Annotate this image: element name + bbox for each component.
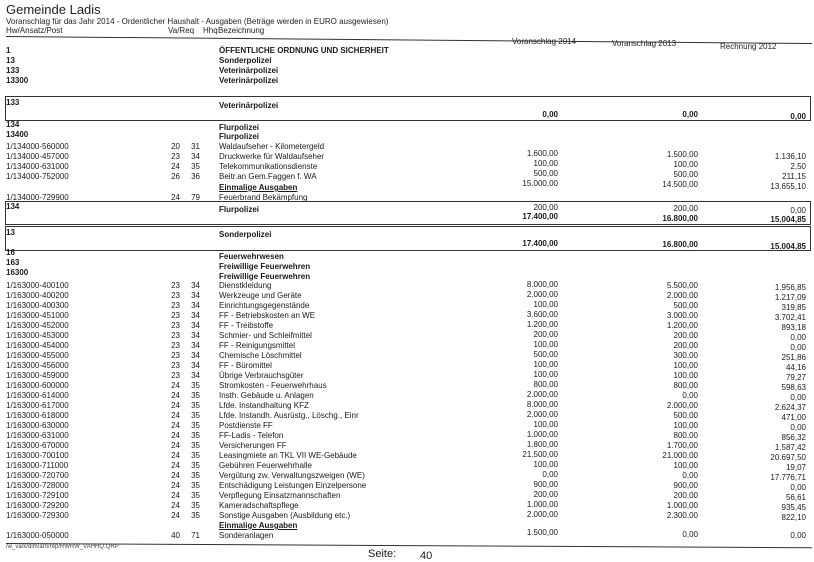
description-cell: Versicherungen FF	[219, 441, 287, 450]
table-row	[0, 461, 814, 471]
hhq-cell: 35	[191, 381, 200, 390]
actual-2012-cell: 0,00	[790, 423, 806, 432]
va-cell: 23	[171, 321, 180, 330]
va-cell: 24	[171, 441, 180, 450]
hhq-cell: 34	[191, 351, 200, 360]
table-row	[0, 441, 814, 451]
hhq-cell: 35	[191, 501, 200, 510]
budget-2014-cell: 8.000,00	[526, 400, 558, 409]
va-cell: 24	[171, 461, 180, 470]
actual-2012-cell: 1.217,09	[774, 293, 806, 302]
budget-2013-cell: 21.000,00	[662, 451, 698, 460]
actual-2012-cell: 471,00	[781, 413, 806, 422]
description-cell: FF - Treibstoffe	[219, 321, 274, 330]
budget-2014-cell: 500,00	[533, 350, 558, 359]
actual-2012-cell: 79,27	[785, 373, 806, 382]
budget-2013-cell: 2.300,00	[666, 511, 698, 520]
actual-2012-cell: 1.956,85	[774, 283, 806, 292]
budget-2014-cell: 2.000,00	[526, 510, 558, 519]
actual-2012-cell: 44,16	[785, 363, 806, 372]
actual-2012-cell: 19,07	[785, 463, 806, 472]
va-cell: 24	[171, 501, 180, 510]
budget-2013-cell: 0,00	[682, 391, 698, 400]
actual-2012-cell: 2.624,37	[774, 403, 806, 412]
subtotal-row-13: 13 Sonderpolizei	[6, 228, 272, 239]
table-row	[0, 451, 814, 461]
va-cell: 24	[171, 401, 180, 410]
account-cell: 1/163000-618000	[6, 411, 69, 420]
description-cell: Schmier- und Schleifmittel	[219, 331, 312, 340]
hhq-cell: 34	[191, 331, 200, 340]
va-cell: 24	[171, 481, 180, 490]
budget-2013-cell: 500,00	[673, 301, 698, 310]
table-row	[0, 501, 814, 511]
budget-2014-cell: 1.000,00	[526, 500, 558, 509]
budget-2014-cell: 1.800,00	[526, 440, 558, 449]
account-cell: 1/163000-455000	[6, 351, 69, 360]
actual-2012-cell: 251,86	[781, 353, 806, 362]
va-cell: 24	[171, 451, 180, 460]
hhq-cell: 35	[191, 411, 200, 420]
once-label-row: Einmalige Ausgaben	[219, 521, 298, 530]
col-header-description: Bezeichnung	[218, 26, 265, 35]
actual-2012-cell: 56,61	[785, 493, 806, 502]
account-cell: 1/163000-459000	[6, 371, 69, 380]
va-cell: 24	[171, 471, 180, 480]
account-cell: 1/163000-400200	[6, 291, 69, 300]
hhq-cell: 35	[191, 441, 200, 450]
table-row	[0, 381, 814, 391]
table-row	[0, 291, 814, 301]
description-cell: FF - Reinigungsmittel	[219, 341, 296, 350]
table-row: 1/134000-729900 24 79 Feuerbrand Bekämpfung 200,00 200,00 0,00	[6, 193, 806, 215]
table-row	[0, 421, 814, 431]
va-cell: 23	[171, 371, 180, 380]
budget-2013-cell: 200,00	[673, 331, 698, 340]
section-row: 13300 Veterinärpolizei	[6, 76, 279, 85]
actual-2012-cell: 0,00	[790, 393, 806, 402]
document-subtitle: Voranschlag für das Jahr 2014 - Ordentlicher Haushalt - Ausgaben (Beträge werden in EURO ausgewiesen)	[6, 17, 389, 26]
hhq-cell: 35	[191, 421, 200, 430]
hhq-cell: 34	[191, 301, 200, 310]
budget-2014-cell: 1.200,00	[526, 320, 558, 329]
va-cell: 24	[171, 511, 180, 520]
hhq-cell: 35	[191, 511, 200, 520]
actual-2012-cell: 856,32	[781, 433, 806, 442]
hhq-cell: 34	[191, 341, 200, 350]
budget-2013-cell: 800,00	[673, 431, 698, 440]
subtotal-row-134: 134 Flurpolizei	[6, 202, 259, 214]
budget-2013-cell: 800,00	[673, 381, 698, 390]
budget-2013-cell: 200,00	[673, 491, 698, 500]
hhq-cell: 35	[191, 401, 200, 410]
account-cell: 1/163000-453000	[6, 331, 69, 340]
section-row: 163 Freiwillige Feuerwehren	[6, 258, 311, 271]
header-rule	[6, 36, 812, 44]
description-cell: Gebühren Feuerwehrhalle	[219, 461, 312, 470]
description-cell: Werkzeuge und Geräte	[219, 291, 302, 300]
table-row	[0, 301, 814, 311]
budget-2014-cell: 200,00	[533, 330, 558, 339]
budget-2014-cell: 21.500,00	[522, 450, 558, 459]
table-row	[0, 321, 814, 331]
hhq-cell: 34	[191, 281, 200, 290]
hhq-cell: 35	[191, 451, 200, 460]
description-cell: FF - Betriebskosten an WE	[219, 311, 316, 320]
actual-2012-cell: 598,63	[781, 383, 806, 392]
budget-2014-cell: 1.000,00	[526, 430, 558, 439]
hhq-cell: 34	[191, 371, 200, 380]
budget-2013-cell: 2.000,00	[666, 401, 698, 410]
col-header-budget-2014: Voranschlag 2014	[512, 37, 577, 46]
account-cell: 1/163000-452000	[6, 321, 69, 330]
budget-2014-cell: 2.000,00	[526, 410, 558, 419]
table-row: 1/134000-457000 23 34 Druckwerke für Waldaufseher 100,00 100,00 2,50	[6, 152, 806, 171]
account-cell: 1/163000-617000	[6, 401, 69, 410]
description-cell: Verpflegung Einsatzmannschaften	[219, 491, 341, 500]
account-cell: 1/163000-700100	[6, 451, 69, 460]
account-cell: 1/163000-600000	[6, 381, 69, 390]
table-row	[0, 391, 814, 401]
section-row: 16300 Freiwillige Feuerwehren	[6, 268, 311, 281]
va-cell: 24	[171, 391, 180, 400]
table-row	[0, 281, 814, 291]
budget-2014-cell: 200,00	[533, 490, 558, 499]
section-row: 134 Flurpolizei	[6, 120, 259, 132]
table-row	[0, 331, 814, 341]
budget-2013-cell: 1.200,00	[666, 321, 698, 330]
subtotal-values-133: 0,00 0,00 0,00	[542, 110, 806, 121]
budget-2014-cell: 3.600,00	[526, 310, 558, 319]
footer-rule	[6, 543, 812, 548]
actual-2012-cell: 3.702,41	[774, 313, 806, 322]
description-cell: Leasingmiete an TKL VII WE-Gebäude	[219, 451, 357, 460]
va-cell: 24	[171, 431, 180, 440]
account-cell: 1/163000-614000	[6, 391, 69, 400]
description-cell: Lfde. Instandhaltung KFZ	[219, 401, 309, 410]
table-row	[0, 361, 814, 371]
section-row: 16 Feuerwehrwesen	[6, 248, 284, 261]
hhq-cell: 35	[191, 491, 200, 500]
account-cell: 1/163000-630000	[6, 421, 69, 430]
va-cell: 24	[171, 381, 180, 390]
actual-2012-cell: 893,18	[781, 323, 806, 332]
description-cell: FF - Büromittel	[219, 361, 272, 370]
actual-2012-cell: 822,10	[781, 513, 806, 522]
account-cell: 1/163000-456000	[6, 361, 69, 370]
budget-2014-cell: 100,00	[533, 300, 558, 309]
account-cell: 1/163000-729300	[6, 511, 69, 520]
table-row	[0, 481, 814, 491]
description-cell: Vergütung zw. Verwaltungszweigen (WE)	[219, 471, 365, 480]
va-cell: 23	[171, 301, 180, 310]
subtotal-values-134: 17.400,00 16.800,00 15.004,85	[522, 212, 806, 224]
description-cell: Übrige Verbrauchsgüter	[219, 371, 304, 380]
budget-2013-cell: 0,00	[682, 471, 698, 480]
va-cell: 24	[171, 421, 180, 430]
table-row: 1/134000-560000 20 31 Waldaufseher - Kilometergeld 1.600,00 1.500,00 1.136,10	[6, 142, 806, 161]
actual-2012-cell: 0,00	[790, 483, 806, 492]
va-cell: 24	[171, 491, 180, 500]
account-cell: 1/163000-454000	[6, 341, 69, 350]
va-cell: 24	[171, 411, 180, 420]
table-row	[0, 411, 814, 421]
description-cell: Sonstige Ausgaben (Ausbildung etc.)	[219, 511, 351, 520]
actual-2012-cell: 935,45	[781, 503, 806, 512]
col-header-va-req: Va/Req	[168, 26, 195, 35]
hhq-cell: 35	[191, 481, 200, 490]
description-cell: Postdienste FF	[219, 421, 273, 430]
budget-2014-cell: 100,00	[533, 340, 558, 349]
subtotal-row-133: 133 Veterinärpolizei	[6, 98, 279, 110]
budget-2013-cell: 3.000,00	[666, 311, 698, 320]
hhq-cell: 34	[191, 321, 200, 330]
actual-2012-cell: 1.587,42	[774, 443, 806, 452]
description-cell: Kameradschaftspflege	[219, 501, 299, 510]
budget-2014-cell: 100,00	[533, 420, 558, 429]
budget-2013-cell: 100,00	[673, 371, 698, 380]
budget-2013-cell: 900,00	[673, 481, 698, 490]
va-cell: 23	[171, 281, 180, 290]
table-row	[0, 471, 814, 481]
account-cell: 1/163000-631000	[6, 431, 69, 440]
table-row	[0, 401, 814, 411]
hhq-cell: 35	[191, 471, 200, 480]
account-cell: 1/163000-720700	[6, 471, 69, 480]
once-label-row: Einmalige Ausgaben	[219, 183, 298, 192]
account-cell: 1/163000-400100	[6, 281, 69, 290]
description-cell: Einrichtungsgegenstände	[219, 301, 310, 310]
description-cell: FF-Ladis - Telefon	[219, 431, 284, 440]
table-row	[0, 431, 814, 441]
hhq-cell: 34	[191, 361, 200, 370]
account-cell: 1/163000-400300	[6, 301, 69, 310]
table-row: 1/163000-050000 40 71 Sonderanlagen 1.500,00 0,00 0,00	[6, 528, 806, 540]
budget-2013-cell: 2.000,00	[666, 291, 698, 300]
va-cell: 23	[171, 341, 180, 350]
subtotal-values-13: 17.400,00 16.800,00 15.004,85	[522, 239, 806, 251]
budget-2014-cell: 0,00	[542, 470, 558, 479]
budget-2013-cell: 5.500,00	[666, 281, 698, 290]
budget-2014-cell: 100,00	[533, 460, 558, 469]
hhq-cell: 35	[191, 391, 200, 400]
table-row	[0, 491, 814, 501]
col-header-account: Hw/Ansatz/Post	[6, 26, 63, 35]
description-cell: Lfde. Instandh. Ausrüstg., Löschg., Einr	[219, 411, 359, 420]
description-cell: Stromkosten - Feuerwehrhaus	[219, 381, 327, 390]
account-cell: 1/163000-728000	[6, 481, 69, 490]
va-cell: 23	[171, 331, 180, 340]
section-row: 1 ÖFFENTLICHE ORDNUNG UND SICHERHEIT	[6, 46, 389, 55]
col-header-hhq: Hhq	[203, 26, 218, 35]
table-row	[0, 311, 814, 321]
description-cell: Chemische Löschmittel	[219, 351, 302, 360]
actual-2012-cell: 0,00	[790, 343, 806, 352]
va-cell: 23	[171, 361, 180, 370]
budget-2014-cell: 100,00	[533, 360, 558, 369]
municipality-title: Gemeinde Ladis	[6, 2, 101, 17]
account-cell: 1/163000-670000	[6, 441, 69, 450]
budget-2014-cell: 800,00	[533, 380, 558, 389]
account-cell: 1/163000-729100	[6, 491, 69, 500]
va-cell: 23	[171, 291, 180, 300]
va-cell: 23	[171, 311, 180, 320]
actual-2012-cell: 319,85	[781, 303, 806, 312]
actual-2012-cell: 0,00	[790, 333, 806, 342]
col-header-actual-2012: Rechnung 2012	[720, 42, 777, 51]
page-label: Seite:	[368, 548, 397, 560]
table-row	[0, 371, 814, 381]
budget-2014-cell: 8.000,00	[526, 280, 558, 289]
budget-2013-cell: 1.000,00	[666, 501, 698, 510]
budget-2013-cell: 300,00	[673, 351, 698, 360]
description-cell: Entschädigung Leistungen Einzelpersone	[219, 481, 367, 490]
col-header-budget-2013: Voranschlag 2013	[612, 39, 677, 48]
section-row: 13400 Flurpolizei	[6, 130, 259, 141]
actual-2012-cell: 20.697,50	[770, 453, 806, 462]
report-path: /w_va/k/dim/aro/rep/RWRW_VAHHQ.QRP	[6, 544, 119, 550]
account-cell: 1/163000-711000	[6, 461, 69, 470]
budget-2013-cell: 1.700,00	[666, 441, 698, 450]
budget-2013-cell: 100,00	[673, 461, 698, 470]
page-number: 40	[420, 550, 433, 562]
account-cell: 1/163000-729200	[6, 501, 69, 510]
description-cell: Insth. Gebäude u. Anlagen	[219, 391, 314, 400]
hhq-cell: 35	[191, 431, 200, 440]
actual-2012-cell: 17.776,71	[770, 473, 806, 482]
budget-2014-cell: 900,00	[533, 480, 558, 489]
budget-2014-cell: 100,00	[533, 370, 558, 379]
table-row	[0, 511, 814, 521]
hhq-cell: 34	[191, 291, 200, 300]
va-cell: 23	[171, 351, 180, 360]
budget-2013-cell: 200,00	[673, 341, 698, 350]
section-row: 133 Veterinärpolizei	[6, 66, 279, 75]
section-row: 13 Sonderpolizei	[6, 56, 272, 65]
budget-2013-cell: 100,00	[673, 361, 698, 370]
hhq-cell: 34	[191, 311, 200, 320]
table-row	[0, 341, 814, 351]
description-cell: Dienstkleidung	[219, 281, 272, 290]
budget-2013-cell: 100,00	[673, 421, 698, 430]
table-row	[0, 351, 814, 361]
budget-2014-cell: 2.000,00	[526, 290, 558, 299]
budget-2014-cell: 2.000,00	[526, 390, 558, 399]
table-row: 1/134000-631000 24 35 Telekommunikationsdienste 500,00 500,00 211,15	[6, 162, 806, 181]
hhq-cell: 35	[191, 461, 200, 470]
budget-2013-cell: 500,00	[673, 411, 698, 420]
table-row: 1/134000-752000 26 36 Beitr.an Gem.Faggen f. WA 15.000,00 14.500,00 13.655,10	[6, 172, 806, 191]
account-cell: 1/163000-451000	[6, 311, 69, 320]
